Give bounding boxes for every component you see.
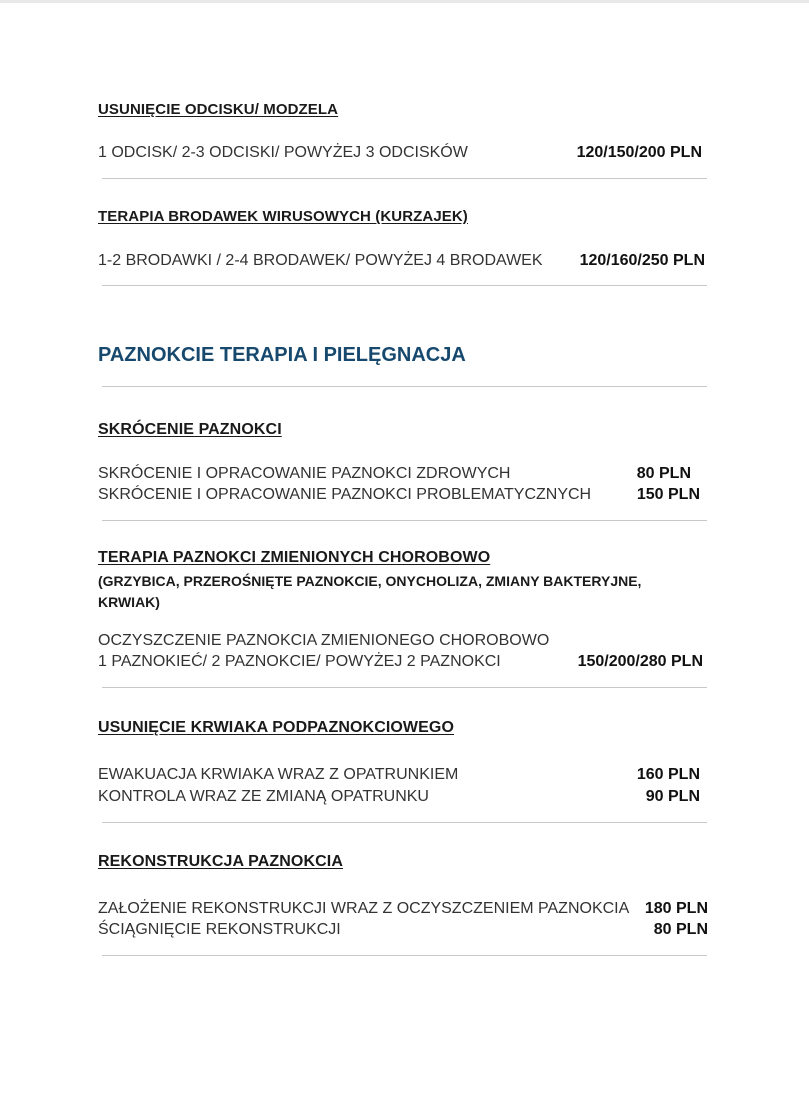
price-value: 90 PLN: [645, 788, 700, 805]
divider: [102, 822, 707, 823]
price-row-label: SKRÓCENIE I OPRACOWANIE PAZNOKCI PROBLEMATYCZNYCH: [98, 486, 592, 503]
heading-reconstruction: REKONSTRUKCJA PAZNOKCIA: [98, 853, 343, 870]
divider: [102, 687, 707, 688]
price-row-label: SKRÓCENIE I OPRACOWANIE PAZNOKCI ZDROWYCH: [98, 465, 511, 482]
price-value: 80 PLN: [653, 921, 708, 938]
page-top-border: [0, 0, 809, 3]
divider: [102, 955, 707, 956]
price-value: 80 PLN: [636, 465, 691, 482]
price-value: 180 PLN: [644, 900, 708, 917]
heading-hematoma: USUNIĘCIE KRWIAKA PODPAZNOKCIOWEGO: [98, 719, 455, 736]
price-row-label: 1-2 BRODAWKI / 2-4 BRODAWEK/ POWYŻEJ 4 BRODAWEK: [98, 252, 543, 269]
price-row-label: ŚCIĄGNIĘCIE REKONSTRUKCJI: [98, 921, 341, 938]
price-value: 150/200/280 PLN: [577, 653, 703, 670]
price-row-label: OCZYSZCZENIE PAZNOKCIA ZMIENIONEGO CHOROBOWO: [98, 632, 550, 649]
divider: [102, 178, 707, 179]
divider: [102, 386, 707, 387]
heading-nail-disease: TERAPIA PAZNOKCI ZMIENIONYCH CHOROBOWO: [98, 549, 491, 566]
divider: [102, 285, 707, 286]
price-row-label: KONTROLA WRAZ ZE ZMIANĄ OPATRUNKU: [98, 788, 429, 805]
heading-warts: TERAPIA BRODAWEK WIRUSOWYCH (KURZAJEK): [98, 208, 468, 225]
section-title-nails: PAZNOKCIE TERAPIA I PIELĘGNACJA: [98, 344, 466, 366]
heading-corn-removal: USUNIĘCIE ODCISKU/ MODZELA: [98, 101, 339, 118]
divider: [102, 520, 707, 521]
price-value: 120/150/200 PLN: [576, 144, 702, 161]
heading-nail-trim: SKRÓCENIE PAZNOKCI: [98, 421, 282, 438]
price-value: 150 PLN: [636, 486, 700, 503]
price-value: 160 PLN: [636, 766, 700, 783]
price-value: 120/160/250 PLN: [579, 252, 705, 269]
heading-note: (GRZYBICA, PRZEROŚNIĘTE PAZNOKCIE, ONYCHOLIZA, ZMIANY BAKTERYJNE, KRWIAK): [98, 573, 642, 610]
price-row-label: 1 ODCISK/ 2-3 ODCISKI/ POWYŻEJ 3 ODCISKÓW: [98, 144, 468, 161]
price-row-label: ZAŁOŻENIE REKONSTRUKCJI WRAZ Z OCZYSZCZENIEM PAZNOKCIA: [98, 900, 630, 917]
price-row-label: EWAKUACJA KRWIAKA WRAZ Z OPATRUNKIEM: [98, 766, 459, 783]
price-row-label: 1 PAZNOKIEĆ/ 2 PAZNOKCIE/ POWYŻEJ 2 PAZNOKCI: [98, 653, 501, 670]
